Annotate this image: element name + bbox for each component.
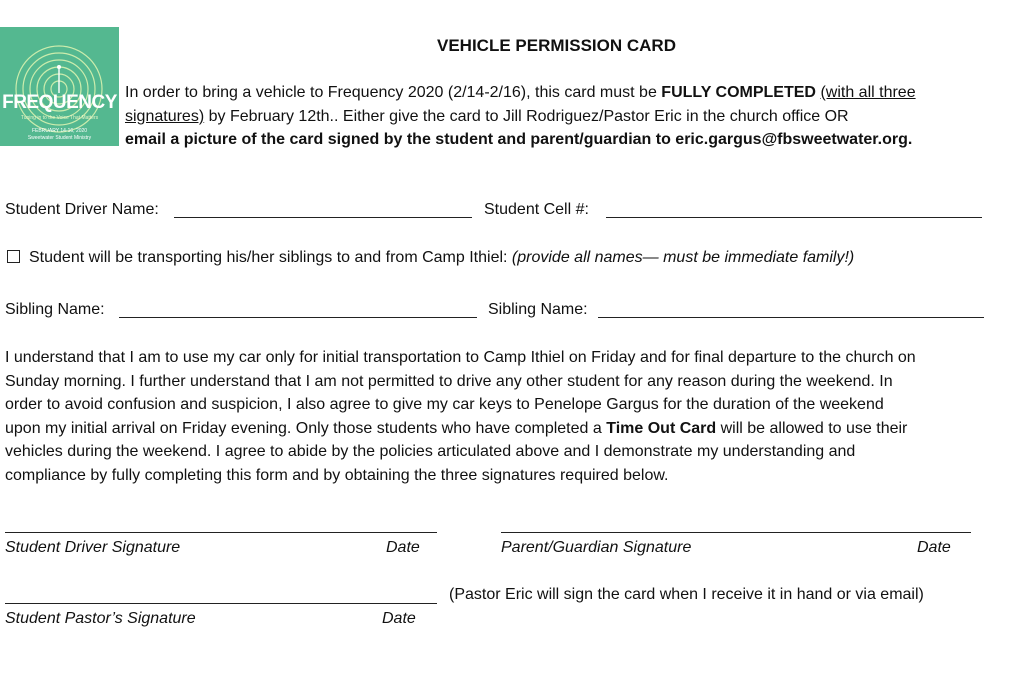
logo-dates: FEBRUARY 14-16, 2020 [31,128,88,134]
logo-wordmark: FREQUENCY [2,92,117,113]
logo-ministry: Sweetwater Student Ministry [27,135,92,141]
sibling-note: (provide all names— must be immediate family!) [511,249,855,266]
parent-guardian-signature-line[interactable] [501,532,971,533]
student-driver-signature-line[interactable] [5,532,437,533]
agreement-line: Sunday morning. I further understand that I am not permitted to drive any other student for any reason during the weekend. In [5,372,893,390]
student-cell-field[interactable] [606,217,982,218]
logo-tagline: Tuning in to the Voice That Matters [20,115,99,121]
sibling-name-field-1[interactable] [119,317,477,318]
parent-guardian-signature-label: Parent/Guardian Signature [501,539,692,556]
agreement-line: compliance by fully completing this form and by obtaining the three signatures required below. [5,466,669,484]
student-pastor-date-label: Date [382,610,416,627]
student-cell-label: Student Cell #: [484,201,589,218]
sibling-name-label-1: Sibling Name: [5,301,105,318]
agreement-paragraph [5,346,916,487]
pastor-note: (Pastor Eric will sign the card when I receive it in hand or via email) [449,586,924,603]
student-driver-name-field[interactable] [174,217,472,218]
student-driver-signature-label: Student Driver Signature [5,539,181,556]
sibling-checkbox-label: Student will be transporting his/her siblings to and from Camp Ithiel: [29,249,508,266]
agreement-text: upon my initial arrival on Friday evening. Only those students who have completed a [5,419,607,437]
intro-part1: In order to bring a vehicle to Frequency 2020 (2/14-2/16), this card must be [125,84,662,101]
student-pastor-signature-label: Student Pastor’s Signature [5,610,196,627]
agreement-line [5,417,916,441]
intro-underline-1: (with all three [820,84,916,101]
intro-email-line: email a picture of the card signed by the student and parent/guardian to eric.gargus@fbsweetwater.org. [125,131,913,148]
time-out-card-text: Time Out Card [606,419,717,437]
agreement-line: order to avoid confusion and suspicion, I also agree to give my car keys to Penelope Gargus for the duration of the weekend [5,396,884,413]
frequency-logo [0,27,119,146]
sibling-name-field-2[interactable] [598,317,984,318]
student-driver-name-label: Student Driver Name: [5,201,159,218]
page-title: VEHICLE PERMISSION CARD [437,36,676,55]
intro-part2: by February 12th.. Either give the card to Jill Rodriguez/Pastor Eric in the church office OR [204,107,849,125]
sibling-checkbox-row [7,249,854,267]
agreement-line: I understand that I am to use my car only for initial transportation to Camp Ithiel on Friday and for final departure to the church on [5,349,916,366]
sibling-name-label-2: Sibling Name: [488,301,588,318]
intro-underline-2: signatures) [125,107,205,125]
agreement-text: will be allowed to use their [716,419,908,437]
student-driver-date-label: Date [386,539,420,556]
student-pastor-signature-line[interactable] [5,603,437,604]
sibling-checkbox[interactable] [7,250,20,263]
agreement-line: vehicles during the weekend. I agree to abide by the policies articulated above and I demonstrate my understanding and [5,443,856,460]
intro-fully-completed: FULLY COMPLETED [661,84,816,101]
parent-guardian-date-label: Date [917,539,951,556]
intro-text [125,81,916,152]
